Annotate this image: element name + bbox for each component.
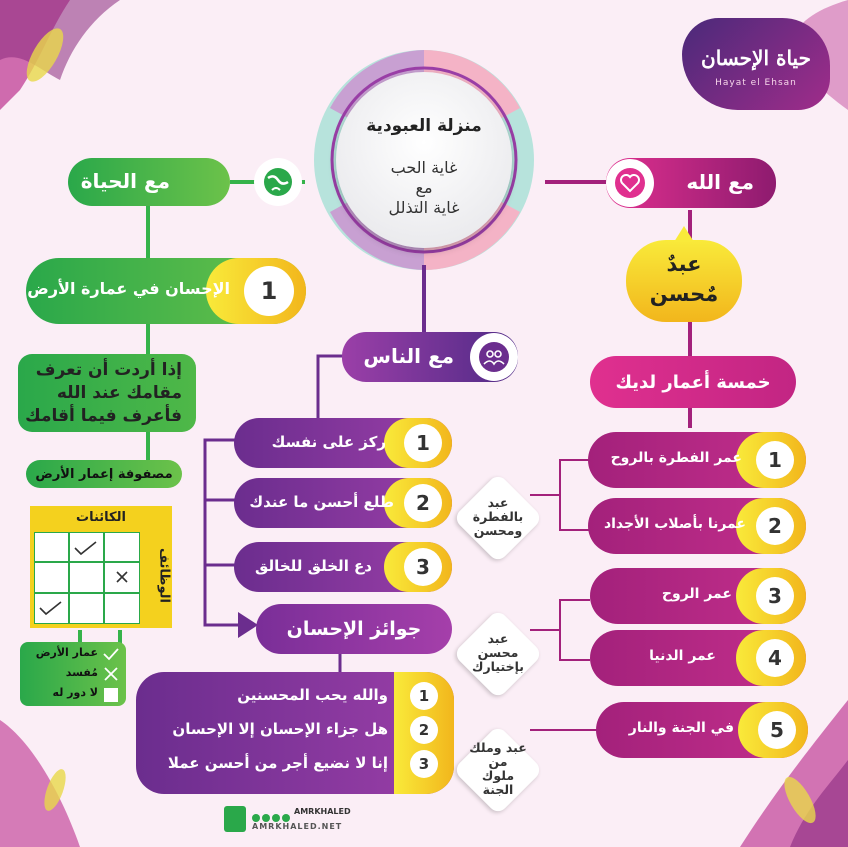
reward-1-label: والله يحب المحسنين: [237, 686, 388, 704]
god-age-1-label: عمر الفطرة بالروح: [610, 450, 742, 466]
center-title: منزلة العبودية: [366, 116, 482, 136]
life-quote: [18, 354, 196, 432]
reward-1-number: 1: [410, 682, 438, 710]
center-circle: [336, 72, 512, 248]
god-age-5-number: 5: [758, 711, 796, 749]
center-line-3: غاية التذلل: [388, 198, 460, 217]
rewards-box: [136, 672, 454, 794]
life-item-1: [26, 258, 306, 324]
god-age-2-label: عمرنا بأصلاب الأجداد: [603, 516, 746, 532]
diamond-1-text: عبد بالفطرة ومحسن: [472, 495, 524, 538]
life-item-1-label: الإحسان في عمارة الأرض: [27, 279, 230, 298]
god-age-5-label: في الجنة والنار: [628, 720, 734, 736]
god-age-4-label: عمر الدنيا: [649, 648, 716, 664]
reward-2-label: هل جزاء الإحسان إلا الإحسان: [172, 720, 388, 738]
legend-item-1: عمار الأرض: [35, 646, 98, 659]
legend-item-3: لا دور له: [52, 686, 98, 699]
footer-handle: AMRKHALED: [294, 807, 351, 816]
god-five-title: [590, 356, 796, 408]
branch-god: [606, 158, 776, 208]
reward-3-label: إنا لا نضيع أجر من أحسن عملا: [167, 754, 388, 772]
matrix-row-label: الوظائف: [156, 548, 172, 603]
god-five-title-label: خمسة أعمار لديك: [615, 371, 771, 393]
matrix-grid: [30, 506, 172, 628]
branch-life: [68, 158, 230, 206]
life-quote-line-2: مقامك عند الله: [56, 383, 182, 403]
globe-icon: [254, 158, 302, 206]
god-age-1-number: 1: [756, 441, 794, 479]
people-step-2-label: طلع أحسن ما عندك: [249, 493, 394, 511]
branch-life-label: مع الحياة: [80, 169, 170, 193]
branch-god-label: مع الله: [686, 170, 754, 194]
social-icons: [252, 808, 292, 818]
people-step-2-number: 2: [404, 484, 442, 522]
god-age-3-label: عمر الروح: [661, 586, 732, 602]
cross-icon: [105, 668, 117, 680]
god-age-2-number: 2: [756, 507, 794, 545]
branch-people-label: مع الناس: [363, 344, 454, 368]
check-icon: [104, 649, 118, 659]
logo-latin: Hayat el Ehsan: [715, 78, 797, 88]
god-age-1: [588, 432, 806, 488]
people-step-3: [234, 542, 452, 592]
footer-logo-icon: [224, 806, 246, 832]
god-age-5: [596, 702, 808, 758]
legend-item-2: مُفسد: [65, 666, 98, 679]
diamond-3-text: عبد وملك من ملوك الجنة: [469, 740, 527, 797]
god-callout-line-2: مٌحسن: [649, 282, 719, 306]
reward-3-number: 3: [410, 750, 438, 778]
god-callout: [626, 240, 742, 322]
people-step-3-number: 3: [404, 548, 442, 586]
empty-box-icon: [104, 688, 118, 702]
life-item-1-number: 1: [244, 266, 294, 316]
matrix-legend: [20, 642, 126, 706]
god-age-4: [590, 630, 806, 686]
people-step-1-number: 1: [404, 424, 442, 462]
matrix-col-label: الكائنات: [76, 510, 126, 525]
people-icon: [470, 333, 518, 381]
people-step-2: [234, 478, 452, 528]
rewards-title: [256, 604, 452, 654]
matrix-title-label: مصفوفة إعمار الأرض: [35, 466, 173, 482]
god-age-3-number: 3: [756, 577, 794, 615]
logo: [682, 18, 830, 110]
heart-icon: [606, 159, 654, 207]
god-age-2: [588, 498, 806, 554]
diamond-2-text: عبد محسن بإختيارك: [472, 631, 524, 674]
people-step-1-label: ركز على نفسك: [271, 433, 386, 451]
reward-2-number: 2: [410, 716, 438, 744]
life-quote-line-3: فأعرف فيما أقامك: [25, 406, 182, 426]
logo-script: حياة الإحسان: [701, 46, 811, 70]
center-line-1: غاية الحب: [390, 158, 458, 177]
branch-people: [342, 332, 518, 382]
god-age-3: [590, 568, 806, 624]
god-callout-line-1: عبدٌ: [666, 252, 702, 276]
rewards-title-label: جوائز الإحسان: [286, 618, 422, 640]
matrix-title: [26, 460, 182, 488]
footer-site: AMRKHALED.NET: [252, 822, 343, 831]
center-line-2: مع: [415, 178, 433, 197]
people-step-1: [234, 418, 452, 468]
god-age-4-number: 4: [756, 639, 794, 677]
footer: [224, 806, 354, 836]
life-quote-line-1: إذا أردت أن تعرف: [35, 360, 182, 380]
people-step-3-label: دع الخلق للخالق: [255, 557, 372, 575]
